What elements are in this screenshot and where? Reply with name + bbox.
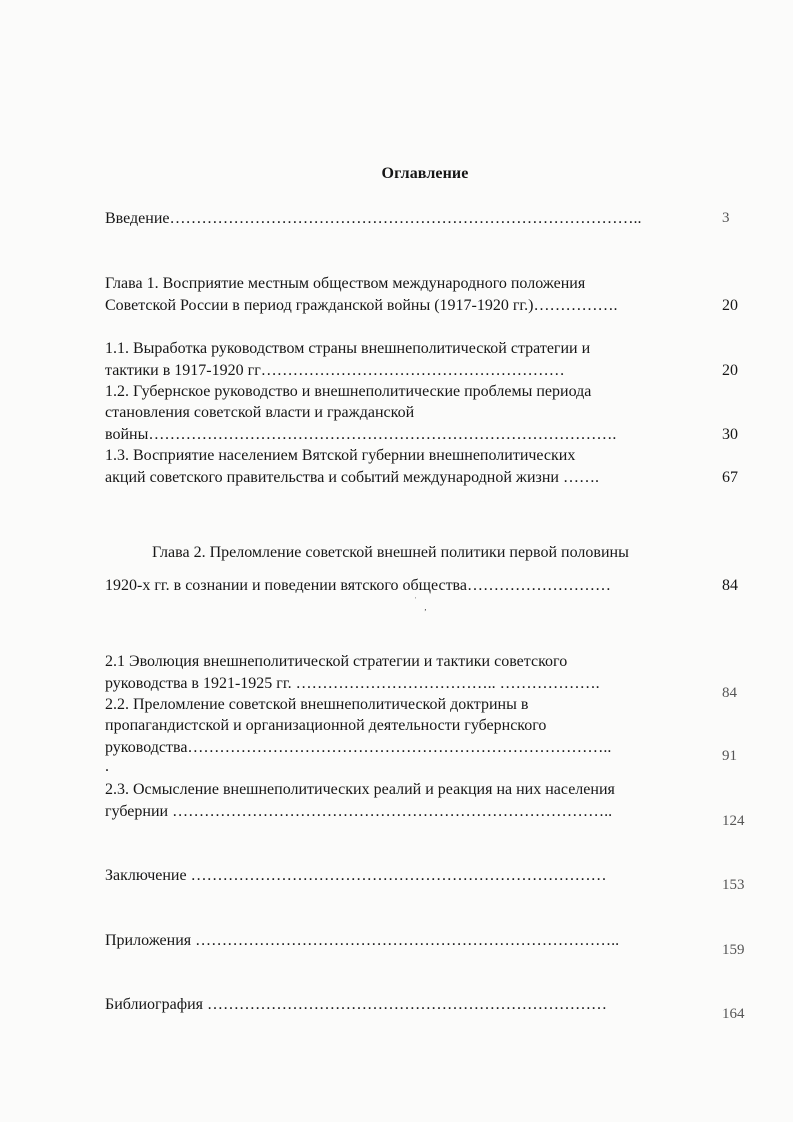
toc-entry-ch2-line2: 1920-х гг. в сознании и поведении вятского общества……………………… [105, 577, 611, 594]
toc-entry-s1-2-line1: 1.2. Губернское руководство и внешнеполитические проблемы периода [105, 383, 592, 400]
toc-page-s2-3: 124 [722, 813, 745, 829]
toc-entry-conclusion: Заключение …………………………………………………………………… [105, 867, 607, 884]
toc-entry-s1-1-line1: 1.1. Выработка руководством страны внешнеполитической стратегии и [105, 340, 591, 357]
toc-entry-s2-1-line1: 2.1 Эволюция внешнеполитической стратегии и тактики советского [105, 653, 568, 670]
toc-entry-ch2-line1: Глава 2. Преломление советской внешней политики первой половины [152, 544, 629, 561]
toc-entry-s2-3-line2: губернии ……………………………………………………………………….. [105, 803, 613, 820]
scan-speck: ‚ [424, 603, 427, 612]
toc-page-s1-1: 20 [722, 362, 738, 379]
toc-entry-s1-2-line2: становления советской власти и гражданской [105, 404, 415, 421]
toc-page-ch1: 20 [722, 297, 738, 314]
toc-entry-bibliography: Библиография ………………………………………………………………… [105, 996, 607, 1013]
toc-entry-intro: Введение…………………………………………………………………………….. [105, 210, 642, 227]
toc-page-s2-1: 84 [722, 685, 737, 701]
toc-page-s2-2: 91 [722, 748, 737, 764]
toc-entry-s1-1-line2: тактики в 1917-1920 гг………………………………………………… [105, 362, 565, 379]
toc-entry-s2-2-line2: пропагандистской и организационной деятельности губернского [105, 717, 547, 734]
toc-entry-s2-2-line4: . [105, 758, 109, 775]
toc-entry-s2-1-line2: руководства в 1921-1925 гг. ……………………………….. ………………. [105, 675, 600, 692]
toc-entry-s2-2-line1: 2.2. Преломление советской внешнеполитической доктрины в [105, 696, 529, 713]
toc-page-conclusion: 153 [722, 877, 745, 893]
toc-entry-ch1-line1: Глава 1. Восприятие местным обществом международного положения [105, 275, 586, 292]
toc-entry-s2-2-line3: руководства…………………………………………………………………….. [105, 739, 612, 756]
toc-page-bibliography: 164 [722, 1006, 745, 1022]
scan-speck: ˈ [414, 596, 417, 605]
toc-page-intro: 3 [722, 210, 730, 226]
toc-entry-s1-2-line3: войны……………………………………………………………………………. [105, 426, 617, 443]
toc-page-s1-2: 30 [722, 426, 738, 443]
toc-entry-s2-3-line1: 2.3. Осмысление внешнеполитических реалий и реакция на них населения [105, 781, 615, 798]
toc-page-s1-3: 67 [722, 469, 738, 486]
toc-entry-ch1-line2: Советской России в период гражданской войны (1917-1920 гг.)……………. [105, 297, 618, 314]
toc-entry-s1-3-line1: 1.3. Восприятие населением Вятской губернии внешнеполитических [105, 447, 576, 464]
toc-page-appendix: 159 [722, 942, 745, 958]
toc-page-ch2: 84 [722, 577, 738, 594]
toc-title: Оглавление [381, 165, 469, 182]
toc-entry-appendix: Приложения …………………………………………………………………….. [105, 932, 620, 949]
toc-entry-s1-3-line2: акций советского правительства и событий международной жизни ……. [105, 469, 599, 486]
